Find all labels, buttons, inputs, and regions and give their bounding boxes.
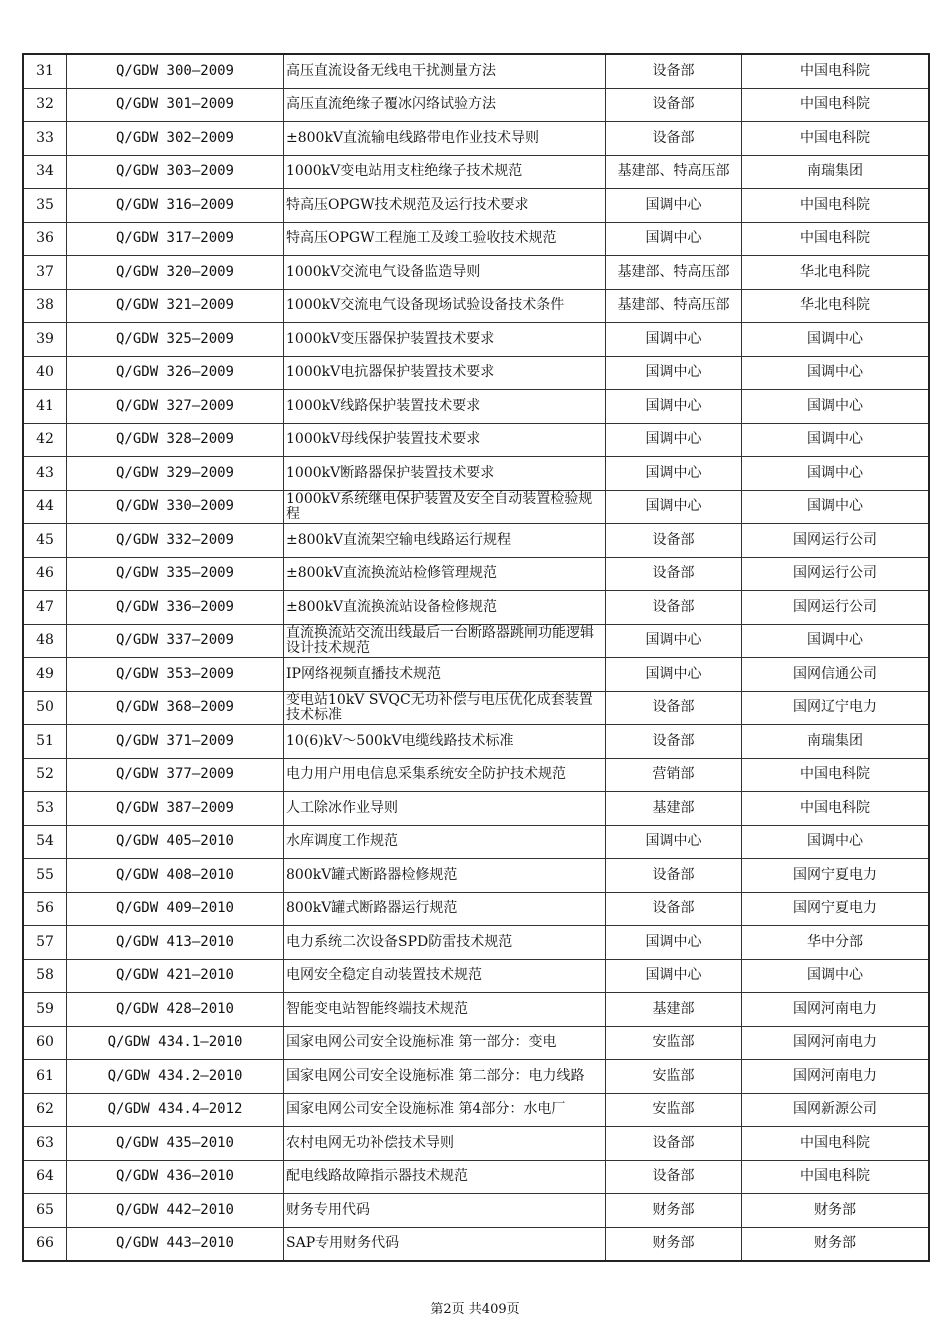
responsible-department-cell: 国调中心 <box>606 959 742 993</box>
standard-code-cell: Q/GDW 434.4—2012 <box>67 1093 284 1127</box>
standard-code-cell: Q/GDW 335—2009 <box>67 557 284 591</box>
drafting-organization-cell: 国调中心 <box>742 323 930 357</box>
table-row <box>23 1194 929 1228</box>
row-number-cell: 32 <box>23 88 67 122</box>
standard-code-cell: Q/GDW 321—2009 <box>67 289 284 323</box>
standard-name-cell: 高压直流设备无线电干扰测量方法 <box>284 54 606 88</box>
row-number-cell: 51 <box>23 725 67 759</box>
table-row <box>23 758 929 792</box>
standard-name-cell: 特高压OPGW技术规范及运行技术要求 <box>284 189 606 223</box>
row-number-cell: 62 <box>23 1093 67 1127</box>
drafting-organization-cell: 华中分部 <box>742 926 930 960</box>
responsible-department-cell: 基建部、特高压部 <box>606 155 742 189</box>
responsible-department-cell: 设备部 <box>606 725 742 759</box>
drafting-organization-cell: 南瑞集团 <box>742 155 930 189</box>
responsible-department-cell: 国调中心 <box>606 624 742 658</box>
row-number-cell: 39 <box>23 323 67 357</box>
responsible-department-cell: 国调中心 <box>606 926 742 960</box>
row-number-cell: 40 <box>23 356 67 390</box>
row-number-cell: 53 <box>23 792 67 826</box>
page-footer: 第2页 共409页 <box>430 1302 520 1317</box>
row-number-cell: 64 <box>23 1160 67 1194</box>
drafting-organization-cell: 国网宁夏电力 <box>742 892 930 926</box>
standard-code-cell: Q/GDW 405—2010 <box>67 825 284 859</box>
standard-code-cell: Q/GDW 317—2009 <box>67 222 284 256</box>
drafting-organization-cell: 中国电科院 <box>742 189 930 223</box>
standard-name-cell: 国家电网公司安全设施标准 第二部分：电力线路 <box>284 1060 606 1094</box>
row-number-cell: 63 <box>23 1127 67 1161</box>
row-number-cell: 35 <box>23 189 67 223</box>
responsible-department-cell: 基建部、特高压部 <box>606 289 742 323</box>
standard-name-cell: 1000kV交流电气设备监造导则 <box>284 256 606 290</box>
responsible-department-cell: 设备部 <box>606 557 742 591</box>
standard-code-cell: Q/GDW 368—2009 <box>67 691 284 725</box>
table-row <box>23 189 929 223</box>
drafting-organization-cell: 国网新源公司 <box>742 1093 930 1127</box>
drafting-organization-cell: 财务部 <box>742 1227 930 1261</box>
drafting-organization-cell: 国网河南电力 <box>742 993 930 1027</box>
responsible-department-cell: 设备部 <box>606 1127 742 1161</box>
drafting-organization-cell: 国调中心 <box>742 390 930 424</box>
responsible-department-cell: 设备部 <box>606 892 742 926</box>
responsible-department-cell: 财务部 <box>606 1227 742 1261</box>
table-row <box>23 54 929 88</box>
table-row <box>23 825 929 859</box>
row-number-cell: 42 <box>23 423 67 457</box>
table-row <box>23 1227 929 1261</box>
standard-code-cell: Q/GDW 434.1—2010 <box>67 1026 284 1060</box>
drafting-organization-cell: 国网运行公司 <box>742 591 930 625</box>
standard-code-cell: Q/GDW 387—2009 <box>67 792 284 826</box>
drafting-organization-cell: 国网运行公司 <box>742 557 930 591</box>
row-number-cell: 33 <box>23 122 67 156</box>
table-row <box>23 524 929 558</box>
standard-code-cell: Q/GDW 325—2009 <box>67 323 284 357</box>
table-row <box>23 658 929 692</box>
drafting-organization-cell: 中国电科院 <box>742 54 930 88</box>
standard-name-cell: 1000kV系统继电保护装置及安全自动装置检验规程 <box>284 490 606 524</box>
table-row <box>23 892 929 926</box>
standard-code-cell: Q/GDW 303—2009 <box>67 155 284 189</box>
standard-code-cell: Q/GDW 327—2009 <box>67 390 284 424</box>
standard-name-cell: 800kV罐式断路器检修规范 <box>284 859 606 893</box>
standard-code-cell: Q/GDW 326—2009 <box>67 356 284 390</box>
drafting-organization-cell: 国网辽宁电力 <box>742 691 930 725</box>
drafting-organization-cell: 南瑞集团 <box>742 725 930 759</box>
standard-name-cell: 国家电网公司安全设施标准 第一部分：变电 <box>284 1026 606 1060</box>
drafting-organization-cell: 国网运行公司 <box>742 524 930 558</box>
row-number-cell: 66 <box>23 1227 67 1261</box>
row-number-cell: 54 <box>23 825 67 859</box>
row-number-cell: 41 <box>23 390 67 424</box>
responsible-department-cell: 国调中心 <box>606 356 742 390</box>
standard-code-cell: Q/GDW 442—2010 <box>67 1194 284 1228</box>
standard-code-cell: Q/GDW 377—2009 <box>67 758 284 792</box>
drafting-organization-cell: 国网信通公司 <box>742 658 930 692</box>
standard-name-cell: ±800kV直流输电线路带电作业技术导则 <box>284 122 606 156</box>
responsible-department-cell: 基建部 <box>606 993 742 1027</box>
table-row <box>23 1026 929 1060</box>
standard-code-cell: Q/GDW 353—2009 <box>67 658 284 692</box>
drafting-organization-cell: 国调中心 <box>742 825 930 859</box>
drafting-organization-cell: 国网宁夏电力 <box>742 859 930 893</box>
row-number-cell: 36 <box>23 222 67 256</box>
row-number-cell: 59 <box>23 993 67 1027</box>
standard-name-cell: 电力用户用电信息采集系统安全防护技术规范 <box>284 758 606 792</box>
standard-code-cell: Q/GDW 435—2010 <box>67 1127 284 1161</box>
standard-name-cell: IP网络视频直播技术规范 <box>284 658 606 692</box>
standard-name-cell: 1000kV变压器保护装置技术要求 <box>284 323 606 357</box>
standard-name-cell: 财务专用代码 <box>284 1194 606 1228</box>
row-number-cell: 34 <box>23 155 67 189</box>
responsible-department-cell: 设备部 <box>606 859 742 893</box>
responsible-department-cell: 设备部 <box>606 691 742 725</box>
responsible-department-cell: 安监部 <box>606 1060 742 1094</box>
table-row <box>23 490 929 524</box>
standard-code-cell: Q/GDW 413—2010 <box>67 926 284 960</box>
responsible-department-cell: 国调中心 <box>606 490 742 524</box>
drafting-organization-cell: 国调中心 <box>742 356 930 390</box>
responsible-department-cell: 安监部 <box>606 1093 742 1127</box>
standard-name-cell: ±800kV直流架空输电线路运行规程 <box>284 524 606 558</box>
standard-code-cell: Q/GDW 428—2010 <box>67 993 284 1027</box>
row-number-cell: 46 <box>23 557 67 591</box>
drafting-organization-cell: 国调中心 <box>742 490 930 524</box>
table-row <box>23 624 929 658</box>
row-number-cell: 57 <box>23 926 67 960</box>
responsible-department-cell: 营销部 <box>606 758 742 792</box>
standard-code-cell: Q/GDW 332—2009 <box>67 524 284 558</box>
standard-name-cell: 高压直流绝缘子覆冰闪络试验方法 <box>284 88 606 122</box>
row-number-cell: 44 <box>23 490 67 524</box>
row-number-cell: 48 <box>23 624 67 658</box>
drafting-organization-cell: 国调中心 <box>742 624 930 658</box>
row-number-cell: 65 <box>23 1194 67 1228</box>
standard-code-cell: Q/GDW 329—2009 <box>67 457 284 491</box>
table-row <box>23 725 929 759</box>
table-row <box>23 859 929 893</box>
standard-name-cell: 人工除冰作业导则 <box>284 792 606 826</box>
standard-code-cell: Q/GDW 371—2009 <box>67 725 284 759</box>
row-number-cell: 49 <box>23 658 67 692</box>
standard-code-cell: Q/GDW 300—2009 <box>67 54 284 88</box>
drafting-organization-cell: 国调中心 <box>742 457 930 491</box>
row-number-cell: 52 <box>23 758 67 792</box>
row-number-cell: 43 <box>23 457 67 491</box>
responsible-department-cell: 国调中心 <box>606 222 742 256</box>
drafting-organization-cell: 国调中心 <box>742 959 930 993</box>
standard-name-cell: 1000kV母线保护装置技术要求 <box>284 423 606 457</box>
responsible-department-cell: 设备部 <box>606 54 742 88</box>
row-number-cell: 60 <box>23 1026 67 1060</box>
responsible-department-cell: 国调中心 <box>606 390 742 424</box>
standard-name-cell: 国家电网公司安全设施标准 第4部分：水电厂 <box>284 1093 606 1127</box>
drafting-organization-cell: 华北电科院 <box>742 256 930 290</box>
standard-name-cell: 10(6)kV～500kV电缆线路技术标准 <box>284 725 606 759</box>
standard-name-cell: 智能变电站智能终端技术规范 <box>284 993 606 1027</box>
drafting-organization-cell: 国调中心 <box>742 423 930 457</box>
table-row <box>23 390 929 424</box>
standard-code-cell: Q/GDW 434.2—2010 <box>67 1060 284 1094</box>
responsible-department-cell: 基建部、特高压部 <box>606 256 742 290</box>
standard-name-cell: 直流换流站交流出线最后一台断路器跳闸功能逻辑设计技术规范 <box>284 624 606 658</box>
standard-name-cell: SAP专用财务代码 <box>284 1227 606 1261</box>
table-row <box>23 356 929 390</box>
responsible-department-cell: 设备部 <box>606 122 742 156</box>
drafting-organization-cell: 中国电科院 <box>742 88 930 122</box>
row-number-cell: 56 <box>23 892 67 926</box>
standard-code-cell: Q/GDW 316—2009 <box>67 189 284 223</box>
table-row <box>23 256 929 290</box>
drafting-organization-cell: 国网河南电力 <box>742 1060 930 1094</box>
table-row <box>23 222 929 256</box>
drafting-organization-cell: 中国电科院 <box>742 792 930 826</box>
table-row <box>23 1093 929 1127</box>
standard-name-cell: 1000kV线路保护装置技术要求 <box>284 390 606 424</box>
table-row <box>23 423 929 457</box>
table-row <box>23 557 929 591</box>
drafting-organization-cell: 中国电科院 <box>742 122 930 156</box>
row-number-cell: 38 <box>23 289 67 323</box>
standard-name-cell: 变电站10kV SVQC无功补偿与电压优化成套装置技术标准 <box>284 691 606 725</box>
standard-name-cell: 1000kV交流电气设备现场试验设备技术条件 <box>284 289 606 323</box>
row-number-cell: 37 <box>23 256 67 290</box>
responsible-department-cell: 国调中心 <box>606 457 742 491</box>
standard-code-cell: Q/GDW 421—2010 <box>67 959 284 993</box>
standard-name-cell: 农村电网无功补偿技术导则 <box>284 1127 606 1161</box>
table-row <box>23 289 929 323</box>
responsible-department-cell: 国调中心 <box>606 189 742 223</box>
table-row <box>23 993 929 1027</box>
table-row <box>23 122 929 156</box>
responsible-department-cell: 基建部 <box>606 792 742 826</box>
table-row <box>23 1060 929 1094</box>
standards-table <box>22 53 930 1262</box>
drafting-organization-cell: 华北电科院 <box>742 289 930 323</box>
table-row <box>23 88 929 122</box>
responsible-department-cell: 安监部 <box>606 1026 742 1060</box>
table-row <box>23 691 929 725</box>
responsible-department-cell: 国调中心 <box>606 825 742 859</box>
standard-name-cell: 1000kV电抗器保护装置技术要求 <box>284 356 606 390</box>
row-number-cell: 31 <box>23 54 67 88</box>
standard-code-cell: Q/GDW 443—2010 <box>67 1227 284 1261</box>
row-number-cell: 61 <box>23 1060 67 1094</box>
table-row <box>23 792 929 826</box>
standard-name-cell: 水库调度工作规范 <box>284 825 606 859</box>
responsible-department-cell: 国调中心 <box>606 658 742 692</box>
standard-code-cell: Q/GDW 337—2009 <box>67 624 284 658</box>
standard-name-cell: 电网安全稳定自动装置技术规范 <box>284 959 606 993</box>
drafting-organization-cell: 中国电科院 <box>742 222 930 256</box>
row-number-cell: 45 <box>23 524 67 558</box>
responsible-department-cell: 设备部 <box>606 1160 742 1194</box>
standard-code-cell: Q/GDW 336—2009 <box>67 591 284 625</box>
standard-name-cell: ±800kV直流换流站设备检修规范 <box>284 591 606 625</box>
row-number-cell: 58 <box>23 959 67 993</box>
table-row <box>23 1127 929 1161</box>
table-row <box>23 323 929 357</box>
standard-name-cell: 800kV罐式断路器运行规范 <box>284 892 606 926</box>
standard-code-cell: Q/GDW 320—2009 <box>67 256 284 290</box>
standard-name-cell: 配电线路故障指示器技术规范 <box>284 1160 606 1194</box>
drafting-organization-cell: 中国电科院 <box>742 758 930 792</box>
drafting-organization-cell: 财务部 <box>742 1194 930 1228</box>
row-number-cell: 55 <box>23 859 67 893</box>
standard-code-cell: Q/GDW 328—2009 <box>67 423 284 457</box>
responsible-department-cell: 设备部 <box>606 591 742 625</box>
drafting-organization-cell: 中国电科院 <box>742 1127 930 1161</box>
table-row <box>23 959 929 993</box>
responsible-department-cell: 设备部 <box>606 524 742 558</box>
drafting-organization-cell: 国网河南电力 <box>742 1026 930 1060</box>
responsible-department-cell: 财务部 <box>606 1194 742 1228</box>
table-row <box>23 591 929 625</box>
table-body <box>23 54 929 1261</box>
standard-name-cell: ±800kV直流换流站检修管理规范 <box>284 557 606 591</box>
standard-name-cell: 1000kV变电站用支柱绝缘子技术规范 <box>284 155 606 189</box>
responsible-department-cell: 设备部 <box>606 88 742 122</box>
standard-code-cell: Q/GDW 301—2009 <box>67 88 284 122</box>
table-row <box>23 1160 929 1194</box>
responsible-department-cell: 国调中心 <box>606 323 742 357</box>
row-number-cell: 50 <box>23 691 67 725</box>
standard-code-cell: Q/GDW 330—2009 <box>67 490 284 524</box>
standard-name-cell: 电力系统二次设备SPD防雷技术规范 <box>284 926 606 960</box>
table-row <box>23 926 929 960</box>
table-row <box>23 155 929 189</box>
row-number-cell: 47 <box>23 591 67 625</box>
standard-name-cell: 1000kV断路器保护装置技术要求 <box>284 457 606 491</box>
table-row <box>23 457 929 491</box>
standard-code-cell: Q/GDW 436—2010 <box>67 1160 284 1194</box>
standard-code-cell: Q/GDW 409—2010 <box>67 892 284 926</box>
standard-code-cell: Q/GDW 408—2010 <box>67 859 284 893</box>
standard-code-cell: Q/GDW 302—2009 <box>67 122 284 156</box>
standard-name-cell: 特高压OPGW工程施工及竣工验收技术规范 <box>284 222 606 256</box>
drafting-organization-cell: 中国电科院 <box>742 1160 930 1194</box>
responsible-department-cell: 国调中心 <box>606 423 742 457</box>
